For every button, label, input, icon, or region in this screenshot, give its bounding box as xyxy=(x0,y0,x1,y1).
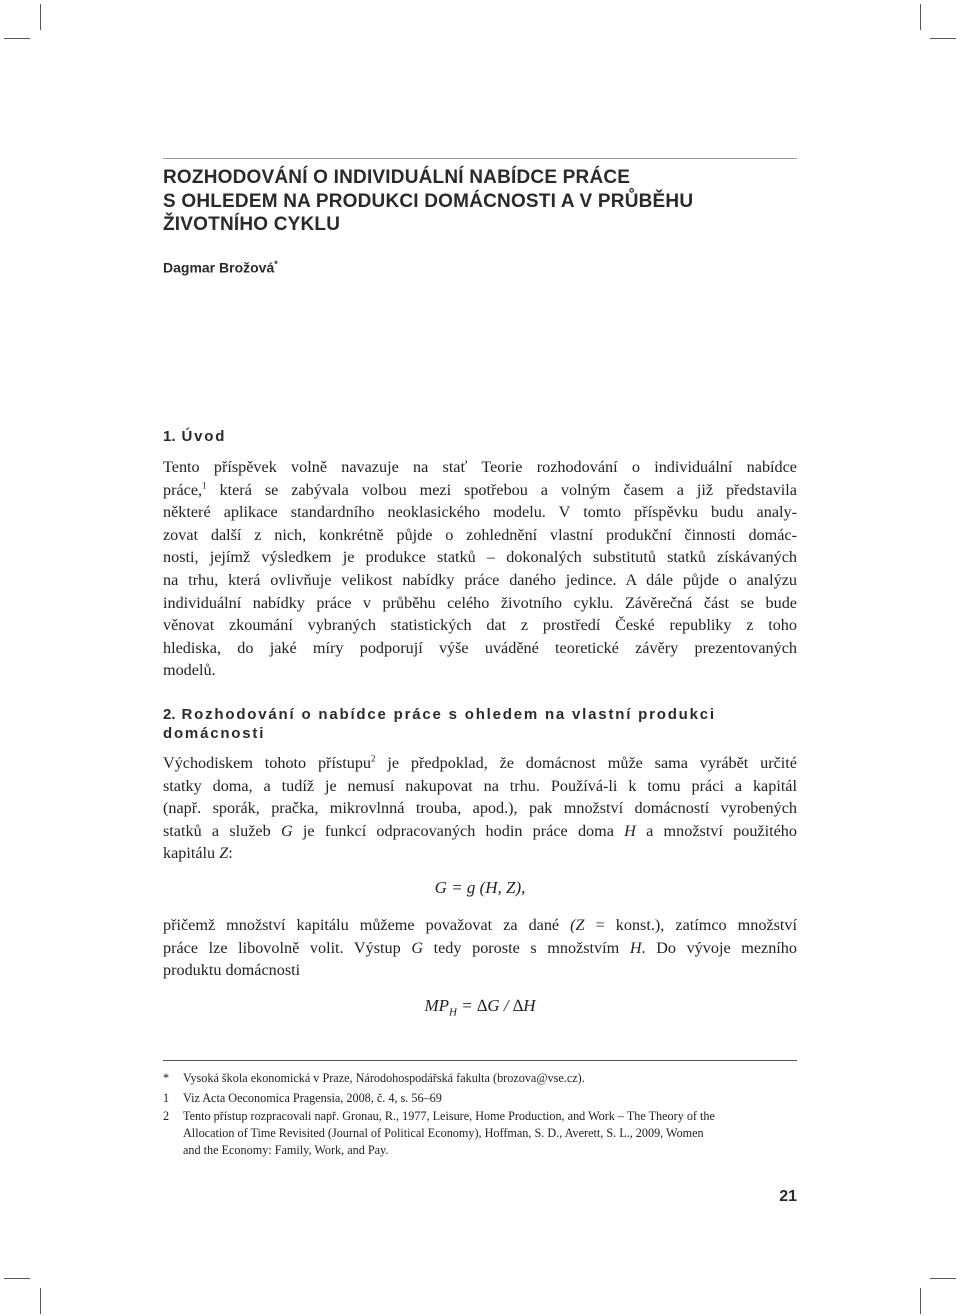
equation-subscript: H xyxy=(449,1006,457,1019)
text-line xyxy=(163,752,797,775)
text-run: . Do vývoje mezního xyxy=(641,938,797,957)
article-title xyxy=(163,166,797,237)
text-line: hlediska, do jaké míry podporují výše uváděné teoretické závěry prezentovaných xyxy=(163,638,797,657)
section-title-continued: domácnosti xyxy=(163,725,266,742)
text-run: a množství použitého xyxy=(635,821,797,840)
page-number: 21 xyxy=(779,1188,797,1205)
text-line: produktu domácnosti xyxy=(163,961,301,980)
text-line xyxy=(163,842,797,865)
text-line: nosti, jejímž výsledkem je produkce statků – dokonalých substitutů statků získávaných xyxy=(163,548,797,567)
crop-mark xyxy=(4,1278,30,1279)
footnote xyxy=(163,1090,797,1107)
footnote-text: Vysoká škola ekonomická v Praze, Národohospodářská fakulta (brozova@vse.cz). xyxy=(183,1071,585,1085)
footnote-text: Tento přístup rozpracovali např. Gronau, R., 1977, Leisure, Home Production, and Work – The Theory of the xyxy=(183,1109,715,1123)
crop-mark xyxy=(920,1288,921,1314)
variable: Z xyxy=(219,844,229,863)
text-line: statky doma, a tudíž je nemusí nakupovat na trhu. Používá-li k tomu práci a kapitál xyxy=(163,776,797,795)
footnote-ref: 1 xyxy=(202,480,207,491)
section-title: Rozhodování o nabídce práce s ohledem na vlastní produkci xyxy=(181,706,716,723)
text-run: : xyxy=(228,844,233,863)
text-line: zovat další z nich, konkrétně půjde o zohlednění vlastní produkční činnosti domác- xyxy=(163,525,797,544)
crop-mark xyxy=(930,38,956,39)
text-run: práce, xyxy=(163,480,203,499)
text-run: tedy poroste s množstvím xyxy=(423,938,630,957)
equation xyxy=(0,996,960,1018)
variable: G xyxy=(280,821,293,840)
variable: (Z xyxy=(570,916,585,934)
text-line xyxy=(163,820,797,843)
footnote-mark: 1 xyxy=(163,1091,170,1105)
text-line: některé aplikace standardního neoklasického modelu. V tomto příspěvku budu analy- xyxy=(163,503,797,522)
text-line: na trhu, která ovlivňuje velikost nabídky práce daného jedince. A dále půjde o analýzu xyxy=(163,570,797,589)
crop-mark xyxy=(930,1278,956,1279)
author xyxy=(163,259,278,276)
text-line xyxy=(163,937,797,960)
text-run: práce lze libovolně volit. Výstup xyxy=(163,938,412,957)
equation-rhs: = ∆G / ∆H xyxy=(456,996,536,1015)
crop-mark xyxy=(920,4,921,30)
text-run: Východiskem tohoto přístupu xyxy=(163,754,372,772)
title-line: S OHLEDEM NA PRODUKCI DOMÁCNOSTI A V PRŮBĚHU xyxy=(163,190,694,212)
variable: H xyxy=(624,821,636,840)
variable: H xyxy=(629,938,642,957)
text-line: modelů. xyxy=(163,661,216,680)
crop-mark xyxy=(40,4,41,30)
footnote-mark: * xyxy=(163,1071,170,1085)
text-line: věnovat zkoumání vybraných statistických dat z prostředí České republiky z toho xyxy=(163,616,797,635)
footnote-text: Allocation of Time Revisited (Journal of Political Economy), Hoffman, S. D., Averett, S. L., 2009, Women xyxy=(183,1126,704,1140)
text-run: přičemž množství kapitálu můžeme považovat za dané xyxy=(163,916,571,934)
footnote-text: and the Economy: Family, Work, and Pay. xyxy=(183,1143,389,1157)
text-line xyxy=(163,479,797,502)
footnote-ref: 2 xyxy=(371,753,376,764)
section-number: 1. xyxy=(163,428,176,445)
author-footnote-mark: * xyxy=(274,259,278,269)
section2-paragraph-2 xyxy=(163,914,797,982)
text-run: statků a služeb xyxy=(163,821,281,840)
text-run: která se zabývala volbou mezi spotřebou a volným časem a již představila xyxy=(206,480,797,499)
text-line xyxy=(163,914,797,937)
text-run: = konst.), zatímco množství xyxy=(584,916,798,934)
footnote xyxy=(163,1108,797,1159)
footnote-rule xyxy=(163,1060,797,1061)
text-line: (např. sporák, pračka, mikrovlnná trouba, apod.), pak množství domácností vyrobených xyxy=(163,799,797,818)
section1-paragraph xyxy=(163,456,797,682)
text-line: Tento příspěvek volně navazuje na stať Teorie rozhodování o individuální nabídce xyxy=(163,458,797,476)
footnote-text: Viz Acta Oeconomica Pragensia, 2008, č. 4, s. 56–69 xyxy=(183,1091,442,1105)
footnote-mark: 2 xyxy=(163,1109,170,1123)
crop-mark xyxy=(4,38,30,39)
section-heading xyxy=(163,427,226,446)
equation-lhs: MP xyxy=(424,996,450,1015)
text-line: individuální nabídky práce v průběhu celého životního cyklu. Závěrečná část se bude xyxy=(163,593,797,612)
top-rule xyxy=(163,158,797,159)
text-run: je předpoklad, že domácnost může sama vyrábět určité xyxy=(375,754,797,772)
equation: G = g (H, Z), xyxy=(434,878,526,897)
section2-paragraph xyxy=(163,752,797,865)
text-run: kapitálu xyxy=(163,844,220,863)
variable: G xyxy=(411,938,424,957)
footnote xyxy=(163,1070,797,1087)
text-run: je funkcí odpracovaných hodin práce doma xyxy=(292,821,625,840)
section-number: 2. xyxy=(163,706,176,723)
section-heading xyxy=(163,705,716,743)
author-name: Dagmar Brožová xyxy=(163,259,275,276)
title-line: ROZHODOVÁNÍ O INDIVIDUÁLNÍ NABÍDCE PRÁCE xyxy=(163,167,631,188)
section-title: Úvod xyxy=(181,428,227,445)
title-line: ŽIVOTNÍHO CYKLU xyxy=(163,214,341,235)
crop-mark xyxy=(40,1288,41,1314)
